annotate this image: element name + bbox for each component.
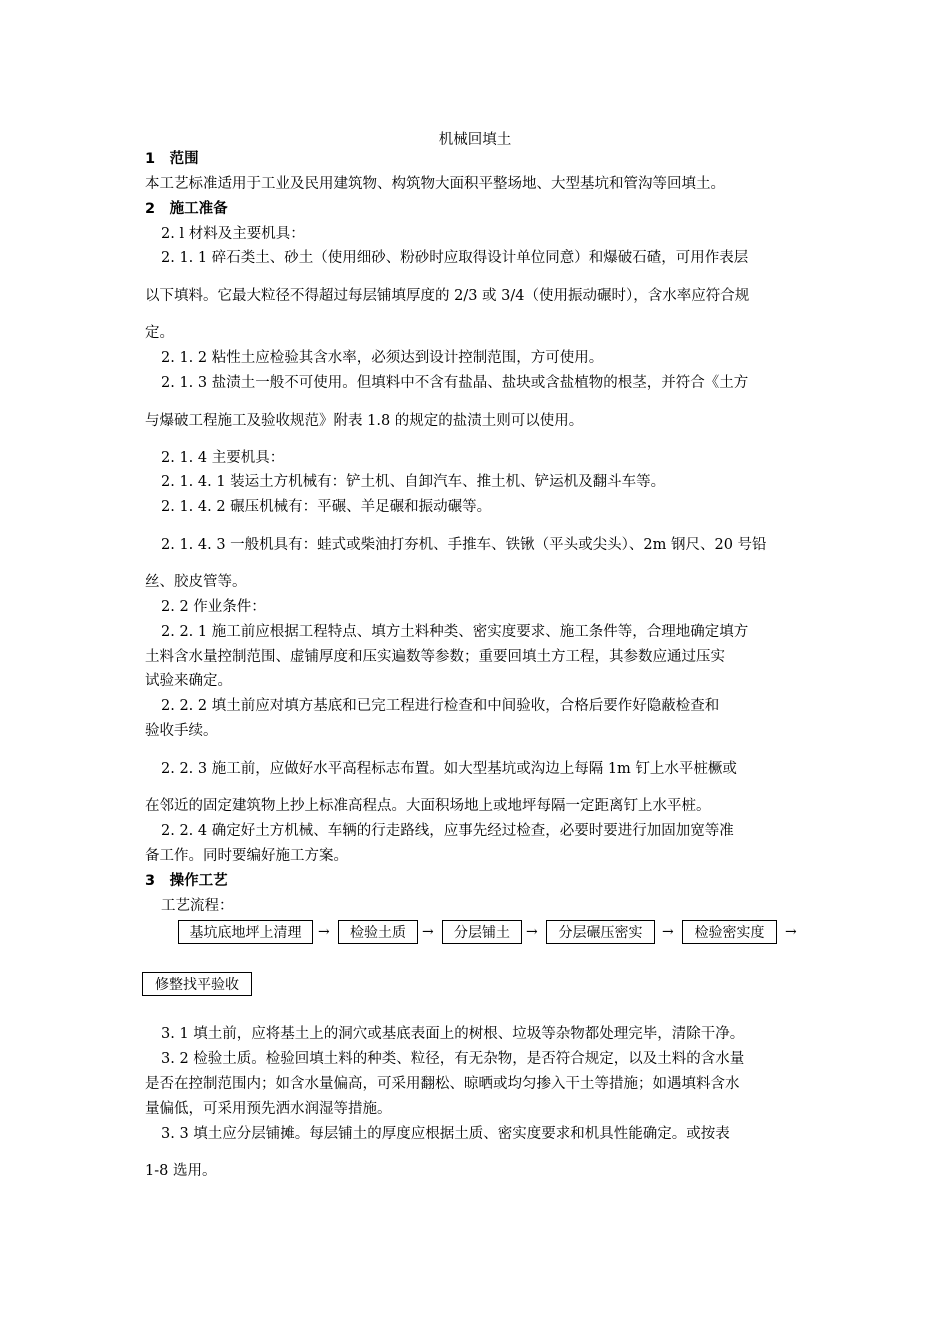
section-2-2-4-line-1: 2. 2. 4 确定好土方机械、车辆的行走路线，应事先经过检查，必要时要进行加固加宽等准 <box>161 823 734 839</box>
section-2-heading: 2 施工准备 <box>145 201 228 217</box>
flow-step-3: 分层铺土 <box>442 920 522 944</box>
flow-arrow-1: → <box>318 924 330 940</box>
section-2-2-2-line-1: 2. 2. 2 填土前应对填方基底和已完工程进行检查和中间验收，合格后要作好隐蔽检查和 <box>161 698 720 714</box>
section-2-1: 2. l 材料及主要机具： <box>161 226 305 242</box>
section-2-1-1-line-2: 以下填料。它最大粒径不得超过每层铺填厚度的 2/3 或 3/4（使用振动碾时），含水率应符合规 <box>145 288 750 304</box>
section-2-1-4: 2. 1. 4 主要机具： <box>161 450 285 466</box>
section-2-1-4-1: 2. 1. 4. 1 装运土方机械有：铲土机、自卸汽车、推土机、铲运机及翻斗车等。 <box>161 474 666 490</box>
flow-arrow-2: → <box>422 924 434 940</box>
section-2-1-4-3-line-2: 丝、胶皮管等。 <box>145 574 247 590</box>
section-2-2: 2. 2 作业条件： <box>161 599 266 615</box>
flow-step-4: 分层碾压密实 <box>546 920 655 944</box>
section-1-text: 本工艺标准适用于工业及民用建筑物、构筑物大面积平整场地、大型基坑和管沟等回填土。 <box>145 176 725 192</box>
section-3-heading: 3 操作工艺 <box>145 873 228 889</box>
section-2-1-3-line-1: 2. 1. 3 盐渍土一般不可使用。但填料中不含有盐晶、盐块或含盐植物的根茎，并符合《土方 <box>161 375 749 391</box>
section-2-1-1-line-1: 2. 1. 1 碎石类土、砂土（使用细砂、粉砂时应取得设计单位同意）和爆破石碴，可用作表层 <box>161 250 749 266</box>
section-3-2-line-2: 是否在控制范围内；如含水量偏高，可采用翻松、晾晒或均匀掺入干土等措施；如遇填料含水 <box>145 1076 740 1092</box>
section-2-1-4-3-line-1: 2. 1. 4. 3 一般机具有：蛙式或柴油打夯机、手推车、铁锹（平头或尖头）、2m 钢尺、20 号铅 <box>161 537 767 553</box>
flow-step-5: 检验密实度 <box>682 920 777 944</box>
section-2-2-1-line-3: 试验来确定。 <box>145 673 232 689</box>
section-3-3-line-2: 1-8 选用。 <box>145 1163 217 1179</box>
section-2-2-1-line-2: 土料含水量控制范围、虚铺厚度和压实遍数等参数；重要回填土方工程，其参数应通过压实 <box>145 649 725 665</box>
section-2-2-3-line-2: 在邻近的固定建筑物上抄上标准高程点。大面积场地上或地坪每隔一定距离钉上水平桩。 <box>145 798 711 814</box>
section-2-2-1-line-1: 2. 2. 1 施工前应根据工程特点、填方土料种类、密实度要求、施工条件等，合理地确定填方 <box>161 624 749 640</box>
section-2-1-2: 2. 1. 2 粘性土应检验其含水率，必须达到设计控制范围，方可使用。 <box>161 350 604 366</box>
section-2-1-1-line-3: 定。 <box>145 325 174 341</box>
flow-arrow-4: → <box>662 924 674 940</box>
flow-step-1: 基坑底地坪上清理 <box>178 920 313 944</box>
section-1-heading: 1 范围 <box>145 151 199 167</box>
flow-label: 工艺流程： <box>161 898 234 914</box>
section-2-1-3-line-2: 与爆破工程施工及验收规范》附表 1.8 的规定的盐渍土则可以使用。 <box>145 413 584 429</box>
flow-arrow-5: → <box>785 924 797 940</box>
flow-step-2: 检验土质 <box>338 920 418 944</box>
flow-step-6: 修整找平验收 <box>142 972 252 996</box>
section-2-1-4-2: 2. 1. 4. 2 碾压机械有：平碾、羊足碾和振动碾等。 <box>161 499 492 515</box>
section-3-3-line-1: 3. 3 填土应分层铺摊。每层铺土的厚度应根据土质、密实度要求和机具性能确定。或按表 <box>161 1126 730 1142</box>
section-2-2-4-line-2: 备工作。同时要编好施工方案。 <box>145 848 348 864</box>
section-2-2-2-line-2: 验收手续。 <box>145 723 218 739</box>
section-3-1: 3. 1 填土前，应将基土上的洞穴或基底表面上的树根、垃圾等杂物都处理完毕，清除干净。 <box>161 1026 745 1042</box>
section-2-2-3-line-1: 2. 2. 3 施工前，应做好水平高程标志布置。如大型基坑或沟边上每隔 1m 钉上水平桩橛或 <box>161 761 737 777</box>
document-title: 机械回填土 <box>438 132 512 148</box>
section-3-2-line-3: 量偏低，可采用预先洒水润湿等措施。 <box>145 1101 392 1117</box>
flow-arrow-3: → <box>526 924 538 940</box>
section-3-2-line-1: 3. 2 检验土质。检验回填土料的种类、粒径，有无杂物，是否符合规定，以及土料的含水量 <box>161 1051 745 1067</box>
